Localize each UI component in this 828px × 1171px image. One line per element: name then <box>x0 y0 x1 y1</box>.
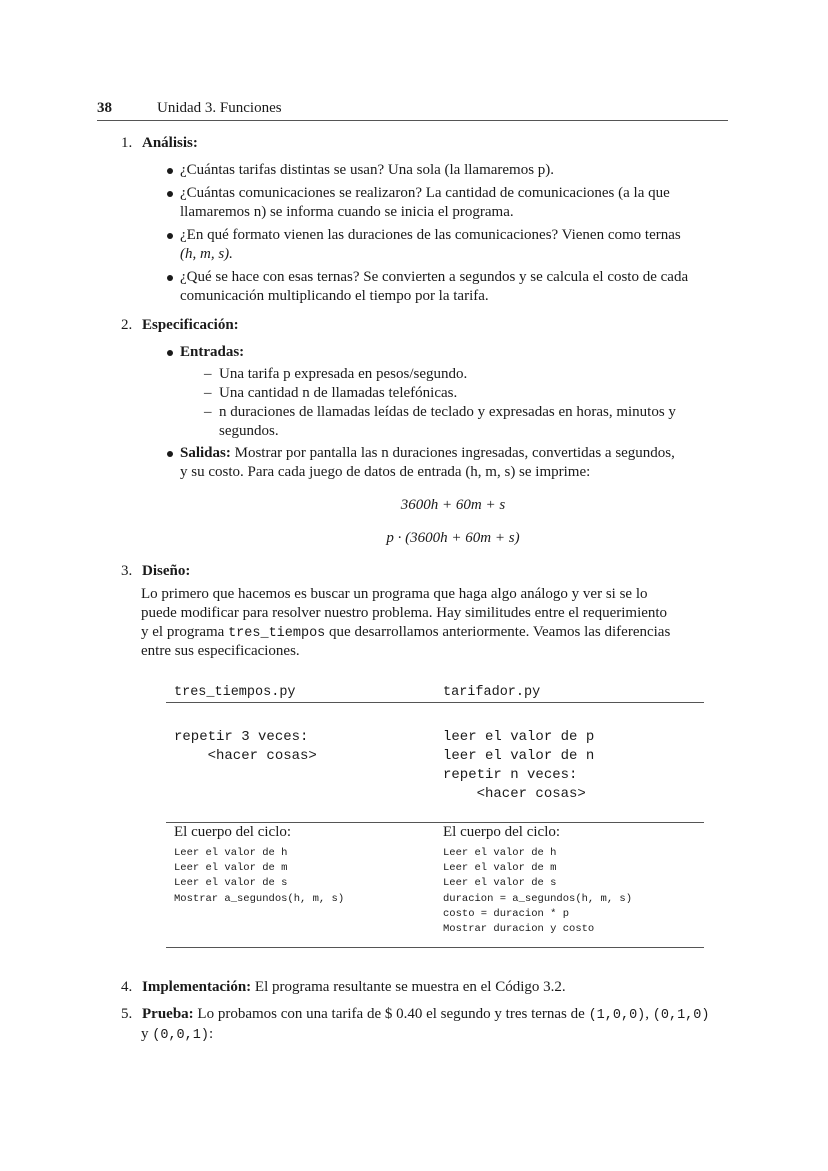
outputs-label: Salidas: <box>180 445 231 461</box>
formula-seconds: 3600h + 60m + s <box>400 497 506 513</box>
input-item-3-line1: n duraciones de llamadas leídas de teclado y expresadas en horas, minutos y <box>219 404 676 420</box>
analysis-item-2-line2: llamaremos n) se informa cuando se inicia el programa. <box>180 204 514 220</box>
design-paragraph-line1: Lo primero que hacemos es buscar un programa que haga algo análogo y ver si se lo <box>141 586 648 602</box>
section-number: 2. <box>121 317 133 333</box>
running-title: Unidad 3. Funciones <box>157 100 282 116</box>
dash: – <box>204 366 212 382</box>
inline-code: (0,1,0) <box>652 1008 710 1023</box>
input-item-1: Una tarifa p expresada en pesos/segundo. <box>219 366 468 382</box>
section-number: 5. <box>121 1006 133 1022</box>
section-text: El programa resultante se muestra en el Código 3.2. <box>251 979 566 995</box>
inputs-label: Entradas: <box>180 344 245 360</box>
bullet-dot <box>167 168 173 174</box>
bullet-dot <box>167 191 173 197</box>
loop-body-title-left: El cuerpo del ciclo: <box>174 824 292 840</box>
section-title: Especificación: <box>142 317 239 333</box>
analysis-item-4-line1: ¿Qué se hace con esas ternas? Se convierten a segundos y se calcula el costo de cada <box>180 269 689 285</box>
table-header-right: tarifador.py <box>443 685 541 700</box>
table-header-left: tres_tiempos.py <box>174 685 296 700</box>
analysis-item-2-line1: ¿Cuántas comunicaciones se realizaron? La cantidad de comunicaciones (a la que <box>180 185 670 201</box>
outputs-line2: y su costo. Para cada juego de datos de entrada (h, m, s) se imprime: <box>180 464 591 480</box>
table-rule <box>166 947 704 948</box>
inline-code: (0,0,1) <box>152 1028 209 1043</box>
page-header <box>97 100 728 121</box>
outputs-line1 <box>180 444 675 463</box>
formula-cost: p · (3600h + 60m + s) <box>386 530 520 546</box>
section-title: Análisis: <box>142 135 198 151</box>
section-test-line2 <box>141 1025 213 1045</box>
page-number: 38 <box>97 100 112 116</box>
design-paragraph-line3 <box>141 623 670 643</box>
design-paragraph-line4: entre sus especificaciones. <box>141 643 300 659</box>
analysis-item-4-line2: comunicación multiplicando el tiempo por la tarifa. <box>180 288 489 304</box>
section-test-line1 <box>121 1005 710 1025</box>
design-paragraph-line2: puede modificar para resolver nuestro problema. Hay similitudes entre el requerimiento <box>141 605 668 621</box>
dash: – <box>204 385 212 401</box>
input-item-2: Una cantidad n de llamadas telefónicas. <box>219 385 458 401</box>
loop-body-title-right: El cuerpo del ciclo: <box>443 824 561 840</box>
separator: , <box>645 1006 653 1022</box>
section-design-heading <box>121 562 190 581</box>
section-title: Implementación: <box>142 979 252 995</box>
table-rule <box>166 702 704 703</box>
bullet-dot <box>167 233 173 239</box>
section-spec-heading <box>121 316 239 335</box>
table-code-left: repetir 3 veces: <hacer cosas> <box>174 729 317 764</box>
section-number: 3. <box>121 563 133 579</box>
bullet-dot <box>167 350 173 356</box>
text: y <box>141 1026 153 1042</box>
bullet-dot <box>167 451 173 457</box>
text: que desarrollamos anteriormente. Veamos las diferencias <box>325 624 671 640</box>
input-item-3-line2: segundos. <box>219 423 279 439</box>
dash: – <box>204 404 212 420</box>
section-number: 1. <box>121 135 133 151</box>
text: : <box>208 1026 214 1042</box>
analysis-item-1: ¿Cuántas tarifas distintas se usan? Una sola (la llamaremos p). <box>180 162 555 178</box>
text: y el programa <box>141 624 229 640</box>
loop-body-right: Leer el valor de h Leer el valor de m Leer el valor de s duracion = a_segundos(h, m, s) costo = duracion * p Mostrar duracion y costo <box>443 847 633 936</box>
section-title: Diseño: <box>142 563 191 579</box>
outputs-text: Mostrar por pantalla las n duraciones ingresadas, convertidas a segundos, <box>234 445 675 461</box>
section-number: 4. <box>121 979 133 995</box>
bullet-dot <box>167 275 173 281</box>
section-implementation <box>121 978 566 997</box>
section-text: Lo probamos con una tarifa de $ 0.40 el segundo y tres ternas de <box>193 1006 589 1022</box>
analysis-item-3-line1: ¿En qué formato vienen las duraciones de las comunicaciones? Vienen como ternas <box>180 227 681 243</box>
table-code-right: leer el valor de p leer el valor de n repetir n veces: <hacer cosas> <box>443 729 595 802</box>
analysis-item-3-line2: (h, m, s). <box>180 246 233 262</box>
loop-body-left: Leer el valor de h Leer el valor de m Leer el valor de s Mostrar a_segundos(h, m, s) <box>174 847 345 905</box>
section-title: Prueba: <box>142 1006 194 1022</box>
inline-code: (1,0,0) <box>588 1008 646 1023</box>
inline-code: tres_tiempos <box>228 626 326 641</box>
section-analysis-heading <box>121 134 198 153</box>
